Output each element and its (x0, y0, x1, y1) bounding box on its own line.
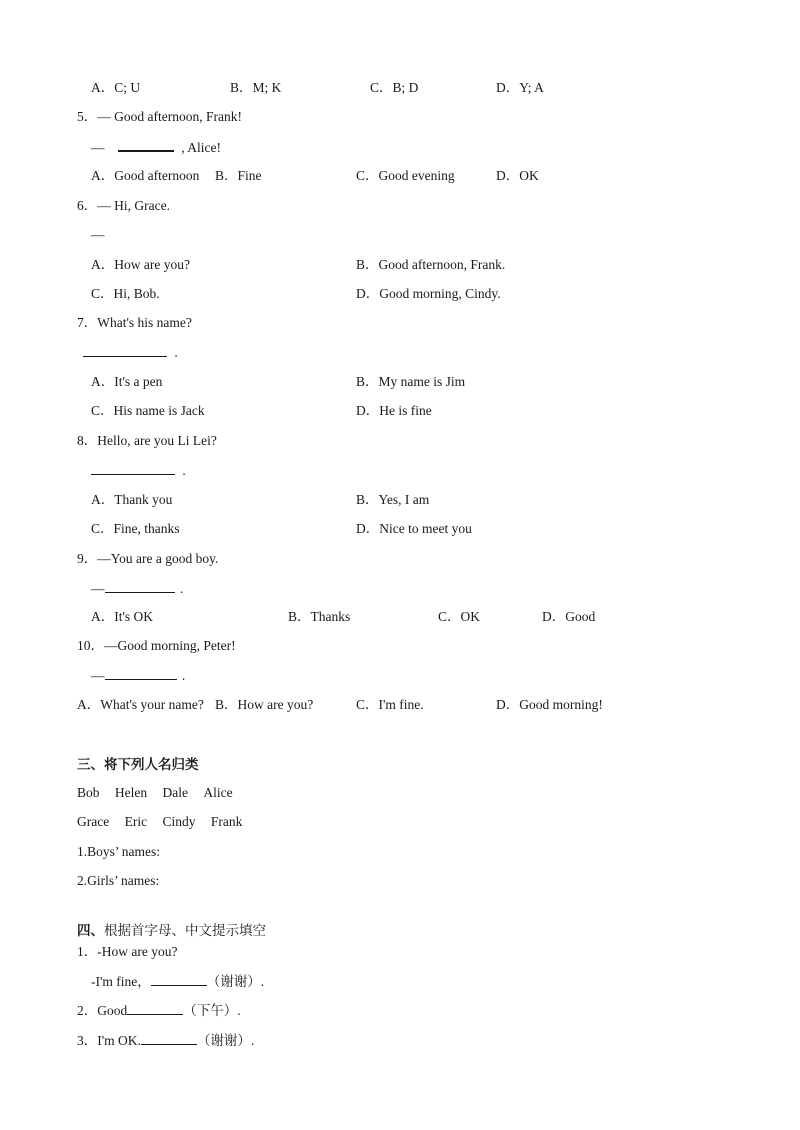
q7-option-c: C．His name is Jack (91, 403, 205, 418)
q9-stem: 9．—You are a good boy. (77, 551, 219, 566)
q9-option-a: A．It's OK (91, 609, 154, 624)
s4-q1-stem: 1．-How are you? (77, 944, 178, 959)
name-item: Bob (77, 785, 100, 800)
q10-option-c: C．I'm fine. (356, 697, 424, 712)
section3-names-row1 (77, 784, 233, 802)
q4-option-d: D．Y; A (496, 80, 544, 95)
name-item: Dale (162, 785, 188, 800)
q7-answer-line (83, 344, 178, 362)
q8-option-c: C．Fine, thanks (91, 521, 180, 536)
name-item: Helen (114, 785, 148, 800)
q9-option-d: D．Good (542, 609, 596, 624)
section4-title-text: 根据首字母、中文提示填空 (104, 923, 266, 938)
section4-title (77, 922, 266, 940)
name-item: Grace (77, 814, 110, 829)
q7-stem: 7．What's his name? (77, 315, 192, 330)
q8-blank[interactable] (91, 462, 175, 475)
s4-q2-prefix: 2．Good (77, 1003, 128, 1018)
s4-q1-answer-line (91, 973, 264, 991)
q9-tail: . (179, 581, 184, 596)
q9-answer-line (91, 580, 183, 598)
s4-q1-hint: （谢谢）. (206, 974, 265, 989)
q5-option-d: D．OK (496, 168, 539, 183)
s4-q3-blank[interactable] (141, 1032, 197, 1045)
q10-option-b: B．How are you? (215, 697, 314, 712)
q10-option-a: A．What's your name? (77, 697, 204, 712)
q9-blank[interactable] (105, 580, 175, 593)
q4-option-c: C．B; D (370, 80, 419, 95)
q8-option-d: D．Nice to meet you (356, 521, 472, 536)
s4-q2-hint: （下午）. (183, 1003, 241, 1018)
s4-q1-blank[interactable] (151, 973, 207, 986)
q5-option-b: B．Fine (215, 168, 262, 183)
q5-tail: , Alice! (181, 140, 221, 155)
q6-option-a: A．How are you? (91, 257, 190, 272)
q10-blank[interactable] (105, 667, 177, 680)
name-item: Frank (210, 814, 243, 829)
q7-option-d: D．He is fine (356, 403, 432, 418)
q6-dash: — (91, 227, 105, 242)
q7-blank[interactable] (83, 344, 167, 357)
s4-q3-hint: （谢谢）. (196, 1033, 255, 1048)
s4-q3-prefix: 3．I'm OK. (77, 1033, 141, 1048)
q4-option-a: A．C; U (91, 80, 141, 95)
q5-option-a: A．Good afternoon (91, 168, 200, 183)
section3-title: 三、将下列人名归类 (77, 757, 199, 772)
q8-stem: 8．Hello, are you Li Lei? (77, 433, 217, 448)
girls-names-label: 2.Girls’ names: (77, 873, 160, 888)
q8-answer-line (91, 462, 186, 480)
q7-option-b: B．My name is Jim (356, 374, 466, 389)
q10-answer-line (91, 667, 185, 685)
q5-answer-line (91, 138, 221, 157)
q7-option-a: A．It's a pen (91, 374, 163, 389)
q6-option-c: C．Hi, Bob. (91, 286, 160, 301)
q8-option-a: A．Thank you (91, 492, 173, 507)
s4-q2-blank[interactable] (127, 1002, 183, 1015)
q8-option-b: B．Yes, I am (356, 492, 430, 507)
q5-stem: 5．— Good afternoon, Frank! (77, 109, 242, 124)
q5-blank[interactable] (118, 138, 174, 152)
q7-tail: . (174, 345, 178, 360)
q5-option-c: C．Good evening (356, 168, 455, 183)
boys-names-label: 1.Boys’ names: (77, 844, 160, 859)
q8-tail: . (182, 463, 186, 478)
q10-tail: . (181, 668, 186, 683)
name-item: Alice (203, 785, 233, 800)
s4-q3-line (77, 1032, 254, 1050)
q9-option-c: C．OK (438, 609, 481, 624)
name-item: Cindy (162, 814, 196, 829)
q6-option-d: D．Good morning, Cindy. (356, 286, 501, 301)
q9-option-b: B．Thanks (288, 609, 351, 624)
q10-option-d: D．Good morning! (496, 697, 603, 712)
s4-q1-prefix: -I'm fine， (91, 974, 151, 989)
q5-dash: — (91, 140, 105, 155)
q9-dash: — (91, 581, 105, 596)
s4-q2-line (77, 1002, 241, 1020)
section4-number: 四、 (77, 923, 104, 938)
q6-stem: 6．— Hi, Grace. (77, 198, 170, 213)
q4-option-b: B．M; K (230, 80, 282, 95)
q6-option-b: B．Good afternoon, Frank. (356, 257, 506, 272)
q10-dash: — (91, 668, 105, 683)
name-item: Eric (124, 814, 148, 829)
q10-stem: 10．—Good morning, Peter! (77, 638, 236, 653)
section3-names-row2 (77, 813, 242, 831)
